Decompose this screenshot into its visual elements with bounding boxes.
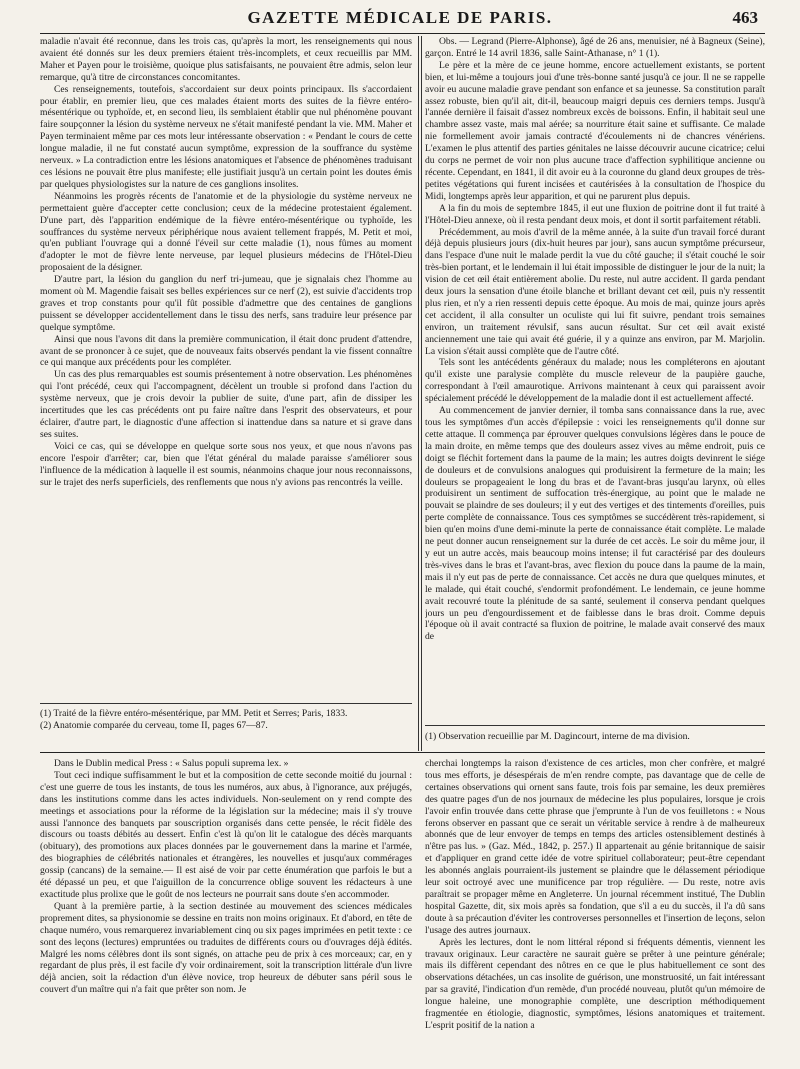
paragraph: Après les lectures, dont le nom littéral répond si fréquents démentis, viennent les travaux originaux. Leur caractère ne saurait guère se prêter à une peinture générale; mais ils diffèrent cependant des nôtres en ce que le plus habituellement ce sont des observations détachées, un cas insolite de guérison, une monstruosité, un fait intéressant par sa gravité, l'indication d'un remède, d'un procédé nouveau, plutôt qu'un mémoire de longue haleine, une monographie complète, une description méthodiquement fragmentée en étiologie, diagnostic, symptômes, lésions anatomiques et traitement. L'esprit positif de la nation a: [425, 936, 765, 1031]
left-column: [40, 36, 412, 672]
left-footnotes: [40, 708, 412, 732]
section-rule: [40, 752, 765, 753]
paragraph: Tels sont les antécédents généraux du malade; nous les compléterons en ajoutant qu'il existe une paralysie complète du muscle releveur de la paupière gauche, correspondant à l'œil amaurotique. Arrivons maintenant à ceux qui paraissent avoir spécialement précédé le développement de la maladie dont il est actuellement affecté.: [425, 357, 765, 405]
right-column: [425, 36, 765, 706]
footnote-rule: [40, 703, 412, 704]
footnote: (1) Traité de la fièvre entéro-mésentérique, par MM. Petit et Serres; Paris, 1833.: [40, 708, 348, 719]
masthead: [0, 8, 800, 30]
paragraph: Ainsi que nous l'avons dit dans la première communication, il était donc prudent d'attendre, avant de se prononcer à ce sujet, que de nouveaux faits observés pendant la vie fissent connaître ce qui manque aux précédents pour les compléter.: [40, 333, 412, 369]
paragraph: Un cas des plus remarquables est soumis présentement à notre observation. Les phénomènes qui l'ont précédé, ceux qui l'accompagnent, décèlent un trouble si profond dans l'action du système nerveux, que je crois devoir la publier de suite, d'une part, afin de dissiper les incertitudes que les cas précédents ont pu faire naître dans l'esprit des observateurs, et pour éclairer, d'autre part, le diagnostic d'une affection si inattendue dans sa nature et si grave dans ses suites.: [40, 369, 412, 440]
paragraph: cherchai longtemps la raison d'existence de ces articles, mon cher confrère, et malgré tous mes efforts, je désespérais de m'en rendre compte, pas davantage que de celle de certaines observations qui ornent sans faute, trois fois par semaine, les deux premières des quatre pages d'un de nos journaux de médecine les plus populaires, lorsque je crois l'avoir enfin trouvée dans cette phrase que j'emprunte à l'un de vos feuilletons : « Nous ferons observer en passant que ce serait un véritable service à rendre à de malheureux abonnés que de leur envoyer de temps en temps des articles ostensiblement destinés à n'être pas lus. » (Gaz. Méd., 1842, p. 257.) Il appartenait au génie britannique de saisir et d'appliquer en grand cette idée de votre spirituel collaborateur; peut-être cependant les abonnés anglais pourraient-ils justement se plaindre que le délassement périodique leur soit octroyé avec une munificence par trop régulière. — Du reste, notre avis paraîtrait se propager même en Angleterre. Un journal récemment institué, The Dublin hospital Gazette, dit, six mois après sa fondation, que s'il a eu du succès, il l'a dû sans doute à sa précaution d'éviter les controverses personnelles et l'insertion de leçons, selon l'usage des autres journaux.: [425, 758, 765, 936]
paragraph: Voici ce cas, qui se développe en quelque sorte sous nos yeux, et que nous n'avons pas encore l'espoir d'arrêter; car, bien que l'état général du malade paraisse s'améliorer sous l'influence de la médication à laquelle il est soumis, néanmoins chaque jour nous reconnaissons, sur le trajet des nerfs superficiels, des renflements que nous n'y avions pas rencontrés la veille.: [40, 440, 412, 488]
paragraph: Quant à la première partie, à la section destinée au mouvement des sciences médicales proprement dites, sa physionomie se dessine en traits non moins originaux. Et d'abord, en tête de chaque numéro, vous remarquerez invariablement cinq ou six pages imprimées en petit texte : ce sont des leçons (lectures) empruntées ou traduites de différents cours ou d'ouvrages déjà édités. Malgré les noms célèbres dont ils sont signés, on attache peu de prix à ces morceaux; car, en y regardant de plus près, il est facile d'y voir ordinairement, soit la transcription littérale d'un livre déjà ancien, soit la rédaction d'un élève novice, trop heureux de débuter sans péril sous le couvert d'un maître qui n'a fait que prêter son nom. Je: [40, 900, 412, 996]
column-divider: [418, 36, 419, 751]
right-footnote: (1) Observation recueillie par M. Dagincourt, interne de ma division.: [425, 731, 690, 742]
footnote: (2) Anatomie comparée du cerveau, tome II, pages 67—87.: [40, 720, 268, 731]
paragraph: Obs. — Legrand (Pierre-Alphonse), âgé de 26 ans, menuisier, né à Bagneux (Seine), garçon. Entré le 14 avril 1836, salle Saint-Athanase, n° 1 (1).: [425, 36, 765, 59]
feuilleton-left-column: [40, 758, 412, 1064]
paragraph: Au commencement de janvier dernier, il tomba sans connaissance dans la rue, avec tous les symptômes d'un accès d'épilepsie : voici les renseignements qu'il donne sur cette attaque. Il commença par éprouver quelques convulsions légères dans le pouce de la main droite, en même temps que des douleurs assez vives au même endroit, puis ce doigt se fléchit fortement dans la paume de la main; les autres doigts devinrent le siége de douleurs et de convulsions analogues qui produisirent la fermeture de la main; les douleurs se propageaient le long du bras et de l'avant-bras jusqu'au larynx, où elles produisirent un sentiment de suffocation très-énergique, au point que le malade ne pouvait se plaindre de ses douleurs; il y eut des vertiges et des tintements d'oreilles, puis perte complète de connaissance. Tous ces symptômes se succédèrent très-rapidement, si bien qu'en moins d'une demi-minute la perte de connaissance était complète. Le malade ne peut donner aucun renseignement sur la durée de cet accès. Le soir du même jour, il y eut un autre accès, mais beaucoup moins intense; il fut caractérisé par des douleurs très-vives dans le bras et l'avant-bras, avec flexion du pouce dans la paume de la main, mais il n'y eut pas de perte de connaissance. Cet accès ne dura que quelques minutes, et le malade, qui était couché, s'endormit profondément. Le lendemain, ce jeune homme avait recouvré toute la plénitude de sa santé, seulement il conserva pendant quelques jours un peu d'engourdissement et de faiblesse dans le bras droit. Comme depuis l'époque où il avait contracté sa fluxion de poitrine, le malade avait conservé des maux de: [425, 405, 765, 643]
header-rule: [40, 33, 765, 34]
paragraph: Néanmoins les progrès récents de l'anatomie et de la physiologie du système nerveux ne permettaient guère d'accepter cette conclusion; ceux de la médecine protestaient également. D'une part, dès l'apparition endémique de la fièvre entéro-mésentérique ou typhoïde, les souffrances du système nerveux périphérique nous avaient tellement frappés, M. Petit et moi, qu'en publiant l'ouvrage qui a donné l'éveil sur cette maladie (1), nous fûmes au moment d'adopter le mot de fièvre lente nerveuse, par lequel plusieurs médecins de l'Hôtel-Dieu proposaient de la désigner.: [40, 190, 412, 274]
paragraph: Tout ceci indique suffisamment le but et la composition de cette seconde moitié du journal : c'est une guerre de tous les instants, de tous les numéros, aux abus, à l'ignorance, aux préjugés, dans les institutions comme dans les actes individuels. Non-seulement on y rend compte des meetings et associations pour la réforme de la législation sur la médecine; mais il s'y trouve aussi l'annonce des banquets par souscription organisés dans cette pensée, le récit fidèle des discours ou toasts débités au dessert. Enfin c'est là qu'on lit le catalogue des décès marquants (obituary), des promotions aux places données par le gouvernement dans la marine et l'armée, des biographies de célébrités nationales et étrangères, les nouvelles et jusqu'aux commérages gossip (cancans) de la semaine.— Il est aisé de voir par cette énumération que parfois le but a été dépassé un peu, et que l'aiguillon de la concurrence oblige souvent les rédacteurs à une exactitude plus prolixe que le goût de nos lecteurs ne pourrait sans doute s'en accommoder.: [40, 769, 412, 900]
paragraph: Le père et la mère de ce jeune homme, encore actuellement existants, se portent bien, et lui-même a toujours joui d'une très-bonne santé jusqu'à ce jour. Il ne se rappelle avoir eu aucune maladie grave pendant son enfance et sa jeunesse. Sa constitution paraît assez robuste, bien qu'il ait, dit-il, beaucoup maigri depuis ces derniers temps. Jusqu'à l'année dernière il faisait d'assez nombreux excès de boissons. Enfin, il habitait seul une chambre assez vaste, mais mal aérée; sa nourriture était saine et suffisante. Ce malade nie formellement avoir jamais contracté d'écoulements ni de chancres vénériens. L'examen le plus attentif des parties génitales ne laisse découvrir aucune cicatrice; celui du corps ne permet de voir non plus aucune trace d'affection syphilitique ancienne ou récente. Cependant, en 1841, il dit avoir eu à la couronne du gland deux groupes de très-petites végétations qui furent incisées et cautérisées à la consultation de l'hospice du Midi, longtemps après leur apparition, et qui ne parurent plus depuis.: [425, 59, 765, 202]
feuilleton-right-column: [425, 758, 765, 1064]
paragraph: Ces renseignements, toutefois, s'accordaient sur deux points principaux. Ils s'accordaient pour établir, en premier lieu, que ces malades étaient morts des suites de la fièvre entéro-mésentérique ou typhoïde, et, en second lieu, ils semblaient établir que nul phénomène pouvant faire soupçonner la lésion du système nerveux ne s'était manifesté pendant la vie. MM. Maher et Payen terminaient même par ces mots leur intéressante observation : « Pendant le cours de cette longue maladie, il ne fut constaté aucun symptôme, expression de la souffrance du système nerveux. » La contradiction entre les lésions anatomiques et l'absence de phénomènes traduisant ces lésions ne pouvait être plus manifeste; elle justifiait jusqu'à un certain point les doutes émis par quelques physiologistes sur la nature de ces ganglions insolites.: [40, 83, 412, 190]
newspaper-title: GAZETTE MÉDICALE DE PARIS.: [247, 8, 553, 27]
paragraph: A la fin du mois de septembre 1845, il eut une fluxion de poitrine dont il fut traité à l'Hôtel-Dieu annexe, où il resta pendant deux mois, et dont il sortit parfaitement rétabli.: [425, 202, 765, 226]
page-number: 463: [732, 8, 758, 27]
paragraph: D'autre part, la lésion du ganglion du nerf tri-jumeau, que je signalais chez l'homme au moment où M. Magendie faisait ses belles expériences sur ce nerf (2), est suivie d'accidents trop graves et trop constants pour qu'il fût possible d'admettre que des centaines de ganglions puissent se développer accidentellement dans le tissu des nerfs, sans traduire leur présence par quelque symptôme.: [40, 274, 412, 333]
footnote-rule: [425, 725, 765, 726]
paragraph: Dans le Dublin medical Press : « Salus populi suprema lex. »: [54, 758, 289, 769]
paragraph: Précédemment, au mois d'avril de la même année, à la suite d'un travail forcé durant déjà depuis plusieurs jours (dix-huit heures par jour), sans aucun symptôme précurseur, dans l'espace d'une nuit le malade perdit la vue du côté gauche; il s'était couché le soir très-bien portant, et le lendemain il lui était impossible de distinguer le jour de la nuit; la vision de cet œil était entièrement abolie. Du reste, nul autre accident. Il garda pendant deux jours la sensation d'une étoile blanche et brillant devant cet œil, puis n'y ressentit plus rien, et n'y a rien ressenti depuis cette époque. Au mois de mai, quinze jours après cet accident, il alla consulter un oculiste qui lui fit suivre, pendant trois semaines environ, un traitement révulsif, sans aucun résultat. Sur cet œil avait existé anciennement une taie qui avait été guérie, il y a quinze ans environ, par M. Marjolin. La vision s'était aussi complète que de l'autre côté.: [425, 226, 765, 357]
column-divider: [421, 36, 422, 751]
paragraph: maladie n'avait été reconnue, dans les trois cas, qu'après la mort, les renseignements qui nous avaient été donnés sur les deux premiers étaient très-incomplets, et ceux recueillis par MM. Maher et Payen pour le troisième, quoique plus satisfaisants, ne pouvaient être admis, selon leur remarque, qu'à titre de circonstances concomitantes.: [40, 36, 412, 83]
